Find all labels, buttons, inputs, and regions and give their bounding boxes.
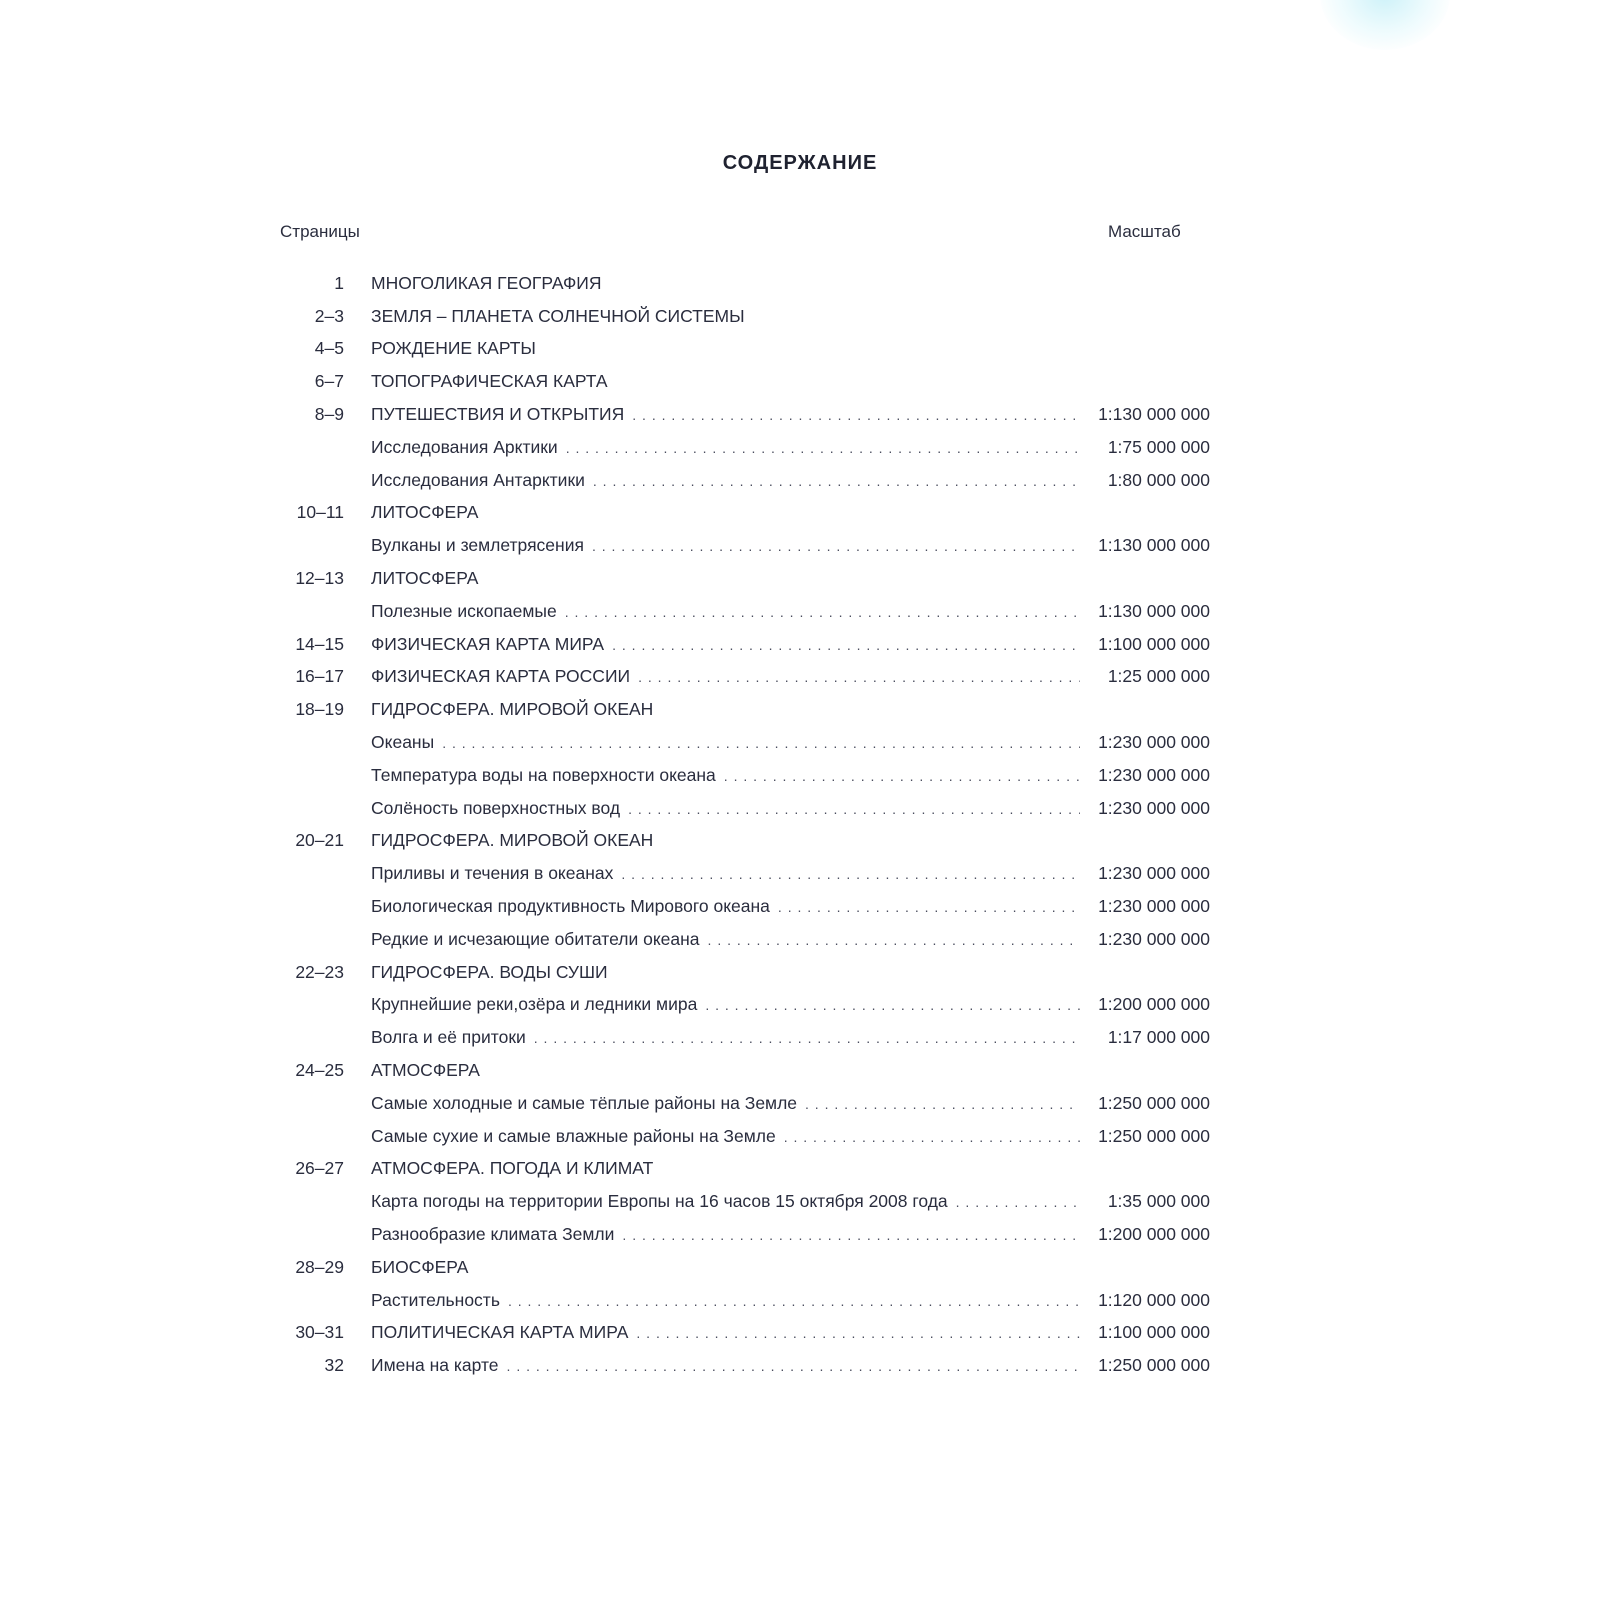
toc-title-line <box>371 732 1088 753</box>
toc-title: Растительность <box>371 1289 500 1310</box>
toc-title: Разнообразие климата Земли <box>371 1224 615 1244</box>
toc-entry <box>270 1284 1210 1317</box>
toc-title: ГИДРОСФЕРА. МИРОВОЙ ОКЕАН <box>371 830 654 851</box>
toc-page-number: 8–9 <box>314 404 344 425</box>
toc-title: Карта погоды на территории Европы на 16 часов 15 октября 2008 года <box>371 1191 948 1212</box>
toc-page-number: 22–23 <box>295 961 344 982</box>
toc-scale: 1:230 000 000 <box>1098 863 1210 884</box>
toc-title: Редкие и исчезающие обитатели океана <box>371 928 700 949</box>
toc-entry <box>270 1153 1210 1186</box>
toc-title: Исследования Антарктики <box>371 469 585 490</box>
column-header-scale: Масштаб <box>1108 222 1181 241</box>
toc-entry <box>270 890 1210 923</box>
toc-scale: 1:230 000 000 <box>1098 732 1210 753</box>
toc-dot-leader <box>778 899 1080 915</box>
toc-page-number: 10–11 <box>296 502 344 523</box>
toc-entry <box>270 1317 1210 1350</box>
toc-title-line <box>371 1060 1088 1081</box>
toc-entry <box>270 464 1210 497</box>
toc-entry <box>270 661 1210 694</box>
toc-scale: 1:250 000 000 <box>1098 1355 1210 1376</box>
toc-entry <box>270 529 1210 562</box>
toc-title: Вулканы и землетрясения <box>371 535 584 556</box>
toc-title-line <box>371 470 1088 491</box>
toc-title-line <box>371 863 1088 884</box>
toc-dot-leader <box>508 1293 1080 1309</box>
toc-scale: 1:200 000 000 <box>1098 1224 1210 1244</box>
toc-dot-leader <box>593 473 1080 489</box>
toc-title: БИОСФЕРА <box>371 1256 469 1277</box>
toc-title: ФИЗИЧЕСКАЯ КАРТА МИРА <box>371 633 605 654</box>
toc-title-line <box>371 338 1088 359</box>
toc-scale: 1:200 000 000 <box>1098 994 1210 1015</box>
toc-title-line <box>371 896 1088 917</box>
toc-title: ГИДРОСФЕРА. МИРОВОЙ ОКЕАН <box>371 699 654 720</box>
toc-title-line <box>371 437 1088 458</box>
toc-scale: 1:250 000 000 <box>1098 1092 1210 1113</box>
toc-dot-leader <box>622 1227 1080 1243</box>
toc-title: АТМОСФЕРА <box>371 1060 480 1081</box>
toc-entry <box>270 300 1210 333</box>
toc-scale: 1:75 000 000 <box>1107 436 1210 457</box>
toc-title: ПУТЕШЕСТВИЯ И ОТКРЫТИЯ <box>371 404 625 425</box>
toc-dot-leader <box>612 637 1080 653</box>
toc-page-number: 4–5 <box>314 338 344 359</box>
toc-title-line <box>371 404 1088 425</box>
toc-scale: 1:35 000 000 <box>1107 1191 1210 1212</box>
toc-entry <box>270 1021 1210 1054</box>
toc-title-line <box>371 798 1088 819</box>
toc-entry <box>270 365 1210 398</box>
toc-page-number: 30–31 <box>295 1322 344 1343</box>
toc-page-number: 16–17 <box>295 666 344 687</box>
toc-entry <box>270 1054 1210 1087</box>
toc-page-number: 26–27 <box>295 1158 344 1179</box>
toc-entry <box>270 759 1210 792</box>
column-header-pages: Страницы <box>280 222 360 241</box>
toc-page-number: 1 <box>334 272 344 293</box>
toc-title-line <box>371 962 1088 983</box>
toc-dot-leader <box>507 1358 1080 1374</box>
toc-entry <box>270 398 1210 431</box>
toc-entry <box>270 726 1210 759</box>
toc-title: ФИЗИЧЕСКАЯ КАРТА РОССИИ <box>371 666 631 687</box>
toc-scale: 1:80 000 000 <box>1107 469 1210 490</box>
toc-title-line <box>371 273 1088 294</box>
toc-entry <box>270 956 1210 989</box>
toc-title: АТМОСФЕРА. ПОГОДА И КЛИМАТ <box>371 1158 654 1179</box>
toc-scale: 1:250 000 000 <box>1098 1125 1210 1146</box>
toc-title-line <box>371 994 1088 1015</box>
toc-page-number: 18–19 <box>295 699 344 720</box>
toc-title-line <box>371 765 1088 786</box>
toc-title: Океаны <box>371 732 435 753</box>
toc-dot-leader <box>638 669 1080 685</box>
toc-title-line <box>371 830 1088 851</box>
toc-dot-leader <box>705 997 1080 1013</box>
toc-entry <box>270 431 1210 464</box>
toc-title: Солёность поверхностных вод <box>371 797 621 818</box>
toc-title: Самые сухие и самые влажные районы на Земле <box>371 1125 776 1146</box>
toc-title-line <box>371 1158 1088 1179</box>
toc-dot-leader <box>565 604 1080 620</box>
toc-page-number: 2–3 <box>314 305 344 326</box>
corner-tint-decoration <box>1320 0 1450 50</box>
toc-title: РОЖДЕНИЕ КАРТЫ <box>371 338 536 359</box>
toc-page-number: 12–13 <box>295 568 344 589</box>
toc-title-line <box>371 666 1088 687</box>
toc-entry <box>270 857 1210 890</box>
toc-page-number: 28–29 <box>295 1256 344 1277</box>
toc-title-line <box>371 1355 1088 1376</box>
toc-title-line <box>371 1290 1088 1311</box>
toc-scale: 1:230 000 000 <box>1098 797 1210 818</box>
toc-title-line <box>371 568 1088 589</box>
toc-title: ПОЛИТИЧЕСКАЯ КАРТА МИРА <box>371 1322 629 1343</box>
toc-title: Температура воды на поверхности океана <box>371 764 716 785</box>
toc-scale: 1:230 000 000 <box>1098 764 1210 785</box>
toc-scale: 1:230 000 000 <box>1098 896 1210 917</box>
toc-scale: 1:130 000 000 <box>1098 600 1210 621</box>
toc-entry <box>270 562 1210 595</box>
toc-scale: 1:120 000 000 <box>1098 1289 1210 1310</box>
toc-entry <box>270 1087 1210 1120</box>
toc-title: ЛИТОСФЕРА <box>371 502 479 523</box>
toc-title-line <box>371 1322 1088 1343</box>
toc-title: Полезные ископаемые <box>371 600 557 621</box>
toc-entry <box>270 923 1210 956</box>
toc-scale: 1:17 000 000 <box>1107 1027 1210 1048</box>
toc-dot-leader <box>805 1096 1080 1112</box>
toc-title: ТОПОГРАФИЧЕСКАЯ КАРТА <box>371 371 608 392</box>
toc-title-line <box>371 1191 1088 1212</box>
toc-dot-leader <box>534 1030 1080 1046</box>
toc-entry <box>270 825 1210 858</box>
toc-scale: 1:100 000 000 <box>1098 633 1210 654</box>
toc-title: ГИДРОСФЕРА. ВОДЫ СУШИ <box>371 961 608 982</box>
toc-scale: 1:130 000 000 <box>1098 535 1210 556</box>
toc-title-line <box>371 535 1088 556</box>
toc-title-line <box>371 601 1088 622</box>
toc-entry <box>270 1349 1210 1382</box>
toc-title-line <box>371 699 1088 720</box>
toc-title-line <box>371 371 1088 392</box>
toc-entry <box>270 1218 1210 1251</box>
toc-title: ЛИТОСФЕРА <box>371 568 479 589</box>
toc-title-line <box>371 1257 1088 1278</box>
toc-title: Волга и её притоки <box>371 1027 526 1048</box>
toc-entry <box>270 1251 1210 1284</box>
toc-title: Имена на карте <box>371 1355 499 1376</box>
toc-entry <box>270 1185 1210 1218</box>
toc-entry <box>270 1120 1210 1153</box>
toc-title: МНОГОЛИКАЯ ГЕОГРАФИЯ <box>371 272 602 293</box>
toc-title-line <box>371 306 1088 327</box>
toc-scale: 1:130 000 000 <box>1098 404 1210 425</box>
toc-page-number: 20–21 <box>295 830 344 851</box>
toc-title: Биологическая продуктивность Мирового океана <box>371 896 770 917</box>
toc-title-line <box>371 634 1088 655</box>
toc-entry <box>270 989 1210 1022</box>
toc-title-line <box>371 1224 1088 1245</box>
toc-entry <box>270 497 1210 530</box>
toc-title-line <box>371 1027 1088 1048</box>
toc-title: Самые холодные и самые тёплые районы на Земле <box>371 1092 798 1113</box>
toc-title: Приливы и течения в океанах <box>371 863 614 884</box>
toc-page-number: 24–25 <box>295 1060 344 1081</box>
page-title: СОДЕРЖАНИЕ <box>722 152 878 174</box>
toc-dot-leader <box>621 866 1080 882</box>
toc-entry <box>270 693 1210 726</box>
toc-scale: 1:100 000 000 <box>1098 1322 1210 1343</box>
toc-dot-leader <box>632 407 1080 423</box>
toc-dot-leader <box>724 768 1080 784</box>
toc-page-number: 6–7 <box>314 371 344 392</box>
toc-dot-leader <box>628 801 1080 817</box>
toc-dot-leader <box>636 1325 1080 1341</box>
toc-scale: 1:230 000 000 <box>1098 928 1210 949</box>
toc-scale: 1:25 000 000 <box>1107 666 1210 687</box>
toc-entry <box>270 792 1210 825</box>
toc-page-number: 14–15 <box>295 633 344 654</box>
toc-entry <box>270 628 1210 661</box>
toc-title-line <box>371 1126 1088 1147</box>
toc-title-line <box>371 502 1088 523</box>
toc-dot-leader <box>442 735 1080 751</box>
toc-entry <box>270 333 1210 366</box>
table-of-contents <box>270 267 1210 1382</box>
toc-dot-leader <box>592 538 1080 554</box>
toc-title-line <box>371 1093 1088 1114</box>
toc-title: ЗЕМЛЯ – ПЛАНЕТА СОЛНЕЧНОЙ СИСТЕМЫ <box>371 305 745 326</box>
toc-title: Крупнейшие реки,озёра и ледники мира <box>371 994 698 1015</box>
toc-page-number: 32 <box>324 1355 344 1376</box>
toc-title-line <box>371 929 1088 950</box>
toc-dot-leader <box>708 932 1080 948</box>
toc-entry <box>270 267 1210 300</box>
toc-dot-leader <box>956 1194 1080 1210</box>
toc-entry <box>270 595 1210 628</box>
toc-title: Исследования Арктики <box>371 436 558 457</box>
toc-dot-leader <box>566 440 1080 456</box>
toc-dot-leader <box>784 1129 1080 1145</box>
